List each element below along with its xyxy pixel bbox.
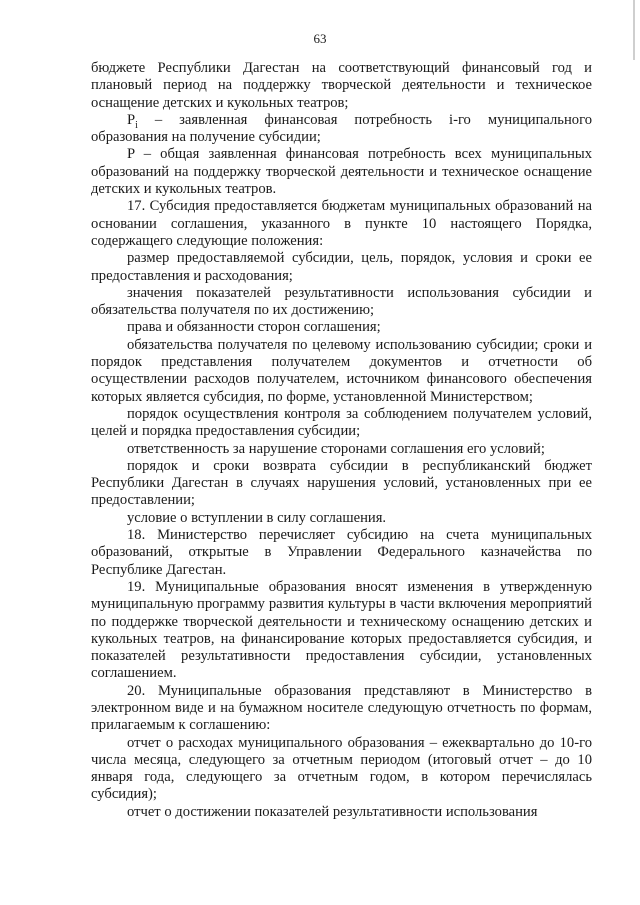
paragraph-text: условие о вступлении в силу соглашения.	[127, 509, 387, 526]
paragraph	[91, 735, 592, 804]
paragraph-text: P – общая заявленная финансовая потребность всех муниципальных образований на поддержку творческой деятельности и техническое оснащение детских и кукольных театров.	[91, 146, 592, 198]
paragraph	[91, 112, 592, 147]
paragraph	[91, 441, 592, 458]
paragraph	[91, 146, 592, 198]
paragraph	[91, 285, 592, 320]
paragraph	[91, 337, 592, 406]
paragraph	[91, 198, 592, 250]
paragraph-text: значения показателей результативности использования субсидии и обязательства получателя по их достижению;	[91, 284, 592, 319]
formula-subscript: i	[135, 119, 138, 131]
paragraph	[91, 458, 592, 510]
paragraph	[91, 527, 592, 579]
paragraph	[91, 510, 592, 527]
paragraph	[91, 579, 592, 683]
formula-variable: P	[127, 111, 136, 128]
scan-edge-mark	[633, 0, 635, 60]
paragraph-text: 20. Муниципальные образования представляют в Министерство в электронном виде и на бумажном носителе следующую отчетность по формам, прилагаемым к соглашению:	[91, 682, 592, 734]
paragraph-text: 18. Министерство перечисляет субсидию на счета муниципальных образований, открытые в Управлении Федерального казначейства по Республике Дагестан.	[91, 527, 592, 578]
paragraph-text: права и обязанности сторон соглашения;	[127, 319, 381, 336]
paragraph	[91, 683, 592, 735]
page-number: 63	[313, 31, 327, 46]
paragraph-text: обязательства получателя по целевому использованию субсидии; сроки и порядок представления получателем документов и отчетности об осуществлении расходов получателем, источником финансового обеспечения которых является субсидия, по форме, установленной Министерством;	[91, 336, 592, 405]
paragraph	[91, 60, 592, 112]
paragraph	[91, 804, 592, 821]
paragraph-text: ответственность за нарушение сторонами соглашения его условий;	[127, 440, 545, 457]
paragraph-text: 19. Муниципальные образования вносят изменения в утвержденную муниципальную программу развития культуры в части включения мероприятий по поддержке творческой деятельности и техническому оснащению детских и кукольных театров, на финансирование которых предоставляется субсидия, и показателей результативности предоставления субсидии, установленных соглашением.	[91, 578, 592, 682]
paragraph-text: бюджете Республики Дагестан на соответствующий финансовый год и плановый период на поддержку творческой деятельности и техническое оснащение детских и кукольных театров;	[91, 60, 592, 111]
paragraph-text: отчет о достижении показателей результативности использования	[127, 803, 538, 820]
paragraph	[91, 406, 592, 441]
paragraph-text: отчет о расходах муниципального образования – ежеквартально до 10-го числа месяца, следующего за отчетным периодом (итоговый отчет – до 10 января года, следующего за отчетным годом, в котором перечислялась субсидия);	[91, 734, 592, 803]
paragraph	[91, 250, 592, 285]
document-body	[91, 60, 592, 821]
paragraph-text: размер предоставляемой субсидии, цель, порядок, условия и сроки ее предоставления и расходования;	[91, 250, 592, 284]
paragraph-text: – заявленная финансовая потребность i-го муниципального образования на получение субсидии;	[91, 111, 592, 146]
paragraph-text: 17. Субсидия предоставляется бюджетам муниципальных образований на основании соглашения, указанного в пункте 10 настоящего Порядка, содержащего следующие положения:	[91, 198, 592, 249]
paragraph-text: порядок осуществления контроля за соблюдением получателем условий, целей и порядка предоставления субсидии;	[91, 405, 592, 440]
paragraph	[91, 319, 592, 336]
paragraph-text: порядок и сроки возврата субсидии в республиканский бюджет Республики Дагестан в случаях нарушения условий, установленных при ее предоставлении;	[91, 457, 592, 509]
